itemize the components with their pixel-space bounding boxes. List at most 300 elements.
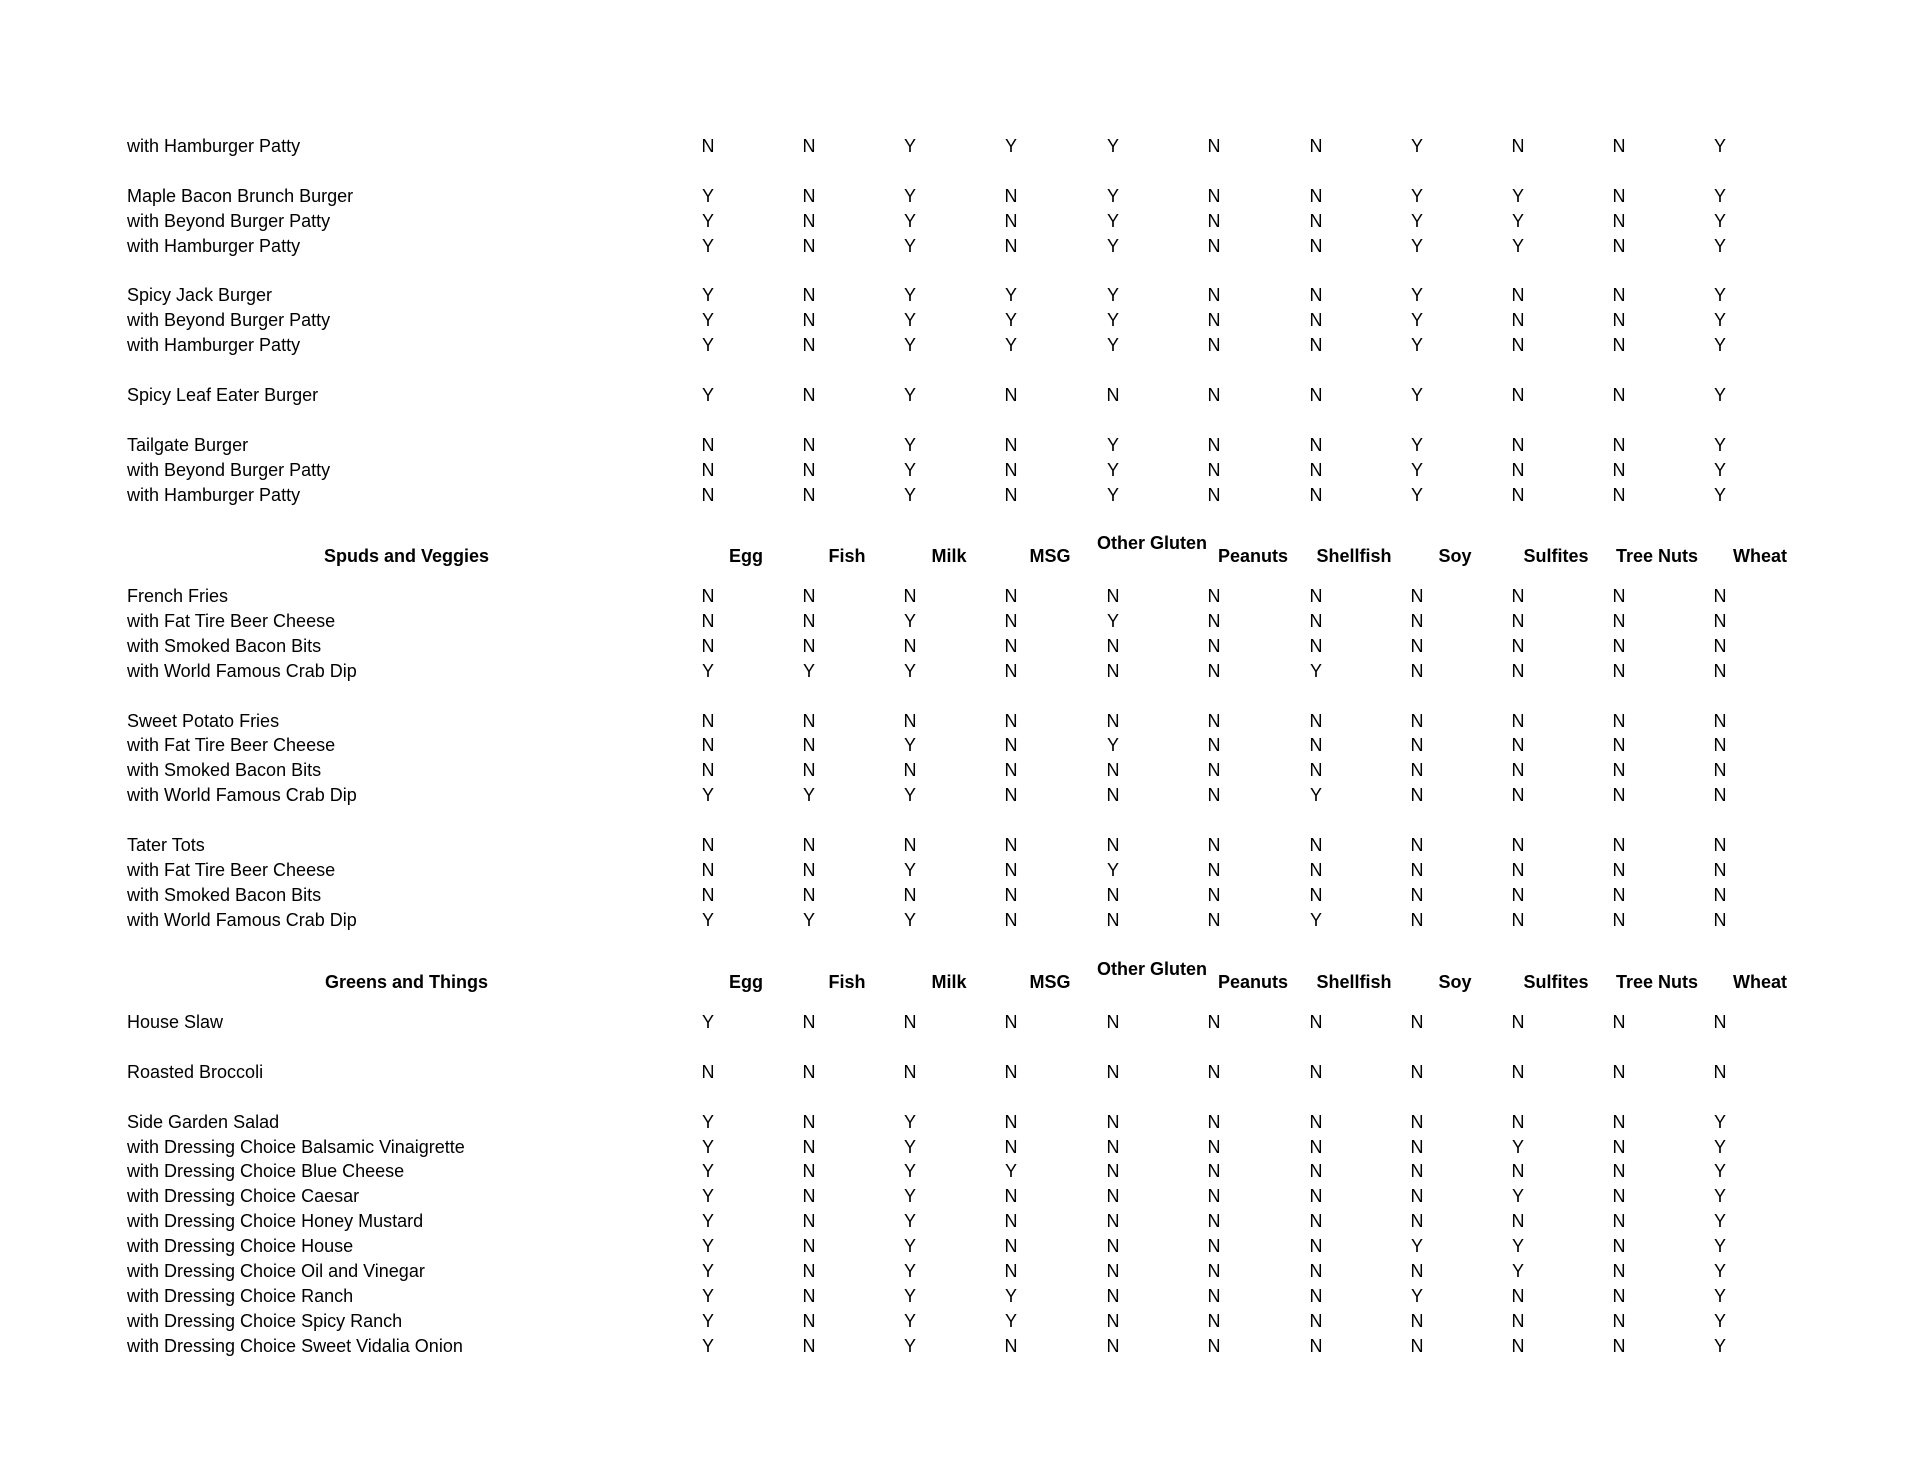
allergen-value: N <box>1511 1012 1525 1032</box>
allergen-value: N <box>1004 884 1018 905</box>
menu-item-name: with Dressing Choice Balsamic Vinaigrette <box>127 1136 465 1157</box>
allergen-value: N <box>1207 1111 1221 1132</box>
table-row <box>0 333 1920 357</box>
allergen-value: Y <box>1511 1186 1524 1207</box>
allergen-value: Y <box>903 1161 916 1182</box>
table-row <box>0 609 1920 633</box>
allergen-value: Y <box>701 1012 714 1032</box>
allergen-value: N <box>1309 385 1323 405</box>
table-row <box>0 383 1920 407</box>
allergen-value: N <box>802 484 816 505</box>
allergen-value: N <box>1511 285 1525 306</box>
allergen-value: N <box>802 285 816 306</box>
allergen-value: Y <box>701 1285 714 1306</box>
allergen-value: N <box>1004 760 1018 781</box>
allergen-value: N <box>1612 385 1626 405</box>
allergen-value: N <box>1612 1136 1626 1157</box>
allergen-value: N <box>1106 586 1120 606</box>
allergen-value: N <box>1612 735 1626 756</box>
allergen-value: Y <box>1004 335 1017 356</box>
allergen-value: N <box>1004 1236 1018 1257</box>
allergen-value: N <box>1511 335 1525 356</box>
allergen-value: Y <box>1410 136 1423 156</box>
allergen-value: Y <box>1410 459 1423 480</box>
allergen-value: Y <box>1713 1310 1726 1331</box>
allergen-value: N <box>802 185 816 206</box>
allergen-value: N <box>1612 760 1626 781</box>
allergen-value: Y <box>701 310 714 331</box>
allergen-value: N <box>701 859 715 880</box>
allergen-value: Y <box>1410 235 1423 256</box>
allergen-value: N <box>1207 1261 1221 1281</box>
allergen-value: N <box>802 1335 816 1356</box>
allergen-value: Y <box>1410 1236 1423 1257</box>
allergen-value: N <box>1612 710 1626 731</box>
allergen-value: N <box>1309 859 1323 880</box>
allergen-value: N <box>1106 884 1120 905</box>
allergen-value: N <box>1511 459 1525 480</box>
menu-item-name: Tater Tots <box>127 835 205 855</box>
allergen-value: N <box>1207 909 1221 930</box>
menu-item-name: with Dressing Choice Honey Mustard <box>127 1211 424 1232</box>
allergen-value: Y <box>1511 210 1524 231</box>
allergen-value: Y <box>903 210 916 231</box>
allergen-value: N <box>1106 1012 1120 1032</box>
allergen-value: Y <box>903 310 916 331</box>
allergen-value: N <box>1004 735 1018 756</box>
column-header: Soy <box>1438 972 1472 992</box>
allergen-value: N <box>1309 1012 1323 1032</box>
allergen-value: Y <box>1106 484 1119 505</box>
allergen-value: N <box>1004 434 1018 455</box>
allergen-value: N <box>1309 1285 1323 1306</box>
allergen-value: N <box>802 1211 816 1232</box>
allergen-value: Y <box>903 1211 916 1232</box>
menu-item-name: with Fat Tire Beer Cheese <box>127 859 336 880</box>
allergen-value: Y <box>903 1111 916 1132</box>
allergen-value: N <box>701 884 715 905</box>
allergen-value: Y <box>1106 136 1119 156</box>
allergen-value: Y <box>1511 1136 1524 1157</box>
menu-item-name: with Smoked Bacon Bits <box>127 884 322 905</box>
allergen-value: N <box>1309 235 1323 256</box>
allergen-value: Y <box>903 909 916 930</box>
allergen-value: Y <box>903 1335 916 1356</box>
table-row <box>0 1259 1920 1283</box>
allergen-value: Y <box>903 335 916 356</box>
allergen-value: Y <box>1410 185 1423 206</box>
column-header: Shellfish <box>1316 546 1392 566</box>
allergen-value: Y <box>1004 285 1017 306</box>
allergen-value: Y <box>1309 909 1322 930</box>
allergen-value: Y <box>1106 310 1119 331</box>
table-row <box>0 659 1920 683</box>
allergen-value: Y <box>1713 285 1726 306</box>
allergen-value: Y <box>802 660 815 681</box>
column-header: Wheat <box>1733 546 1787 566</box>
allergen-value: N <box>1612 185 1626 206</box>
allergen-value: N <box>1612 1261 1626 1281</box>
menu-item-name: with World Famous Crab Dip <box>127 909 357 930</box>
allergen-value: N <box>1713 909 1727 930</box>
allergen-value: N <box>1106 1261 1120 1281</box>
allergen-value: Y <box>802 785 815 806</box>
allergen-value: N <box>1410 1310 1424 1331</box>
allergen-value: Y <box>1713 385 1726 405</box>
menu-item-name: with Hamburger Patty <box>127 235 301 256</box>
allergen-value: Y <box>903 434 916 455</box>
table-row <box>0 584 1920 608</box>
table-row <box>0 1159 1920 1183</box>
allergen-value: N <box>1106 1211 1120 1232</box>
allergen-value: Y <box>903 484 916 505</box>
allergen-value: N <box>1309 310 1323 331</box>
allergen-value: N <box>1106 1285 1120 1306</box>
allergen-value: N <box>1207 1136 1221 1157</box>
allergen-value: N <box>1612 1310 1626 1331</box>
allergen-value: N <box>1106 1335 1120 1356</box>
table-row <box>0 458 1920 482</box>
allergen-value: N <box>1309 586 1323 606</box>
allergen-value: N <box>1207 484 1221 505</box>
allergen-value: N <box>1106 785 1120 806</box>
allergen-value: N <box>1004 1111 1018 1132</box>
allergen-value: Y <box>903 859 916 880</box>
table-row <box>0 1284 1920 1308</box>
allergen-value: N <box>802 210 816 231</box>
allergen-value: N <box>1511 1211 1525 1232</box>
allergen-value: N <box>1309 335 1323 356</box>
allergen-value: Y <box>1713 310 1726 331</box>
allergen-value: Y <box>1511 1261 1524 1281</box>
allergen-value: N <box>1612 835 1626 855</box>
allergen-value: N <box>903 586 917 606</box>
allergen-value: N <box>1410 785 1424 806</box>
allergen-value: Y <box>701 1236 714 1257</box>
menu-item-name: with Fat Tire Beer Cheese <box>127 610 336 631</box>
allergen-value: N <box>1004 909 1018 930</box>
allergen-value: N <box>1207 1211 1221 1232</box>
allergen-value: N <box>1612 785 1626 806</box>
allergen-value: N <box>1612 136 1626 156</box>
allergen-value: N <box>1612 635 1626 656</box>
allergen-value: Y <box>1004 1285 1017 1306</box>
allergen-value: Y <box>1106 235 1119 256</box>
menu-item-name: with Beyond Burger Patty <box>127 310 331 331</box>
allergen-value: Y <box>903 1186 916 1207</box>
allergen-value: N <box>1713 785 1727 806</box>
column-header: Tree Nuts <box>1615 546 1699 566</box>
allergen-value: N <box>1309 1161 1323 1182</box>
allergen-value: N <box>1511 586 1525 606</box>
allergen-value: N <box>1612 1211 1626 1232</box>
allergen-value: N <box>1106 909 1120 930</box>
allergen-value: N <box>701 835 715 855</box>
table-row <box>0 783 1920 807</box>
allergen-value: N <box>1410 735 1424 756</box>
allergen-value: N <box>1207 1161 1221 1182</box>
allergen-value: N <box>802 735 816 756</box>
allergen-value: N <box>1309 1136 1323 1157</box>
allergen-value: Y <box>903 610 916 631</box>
allergen-value: N <box>802 136 816 156</box>
menu-item-name: Side Garden Salad <box>127 1111 280 1132</box>
allergen-value: N <box>1004 385 1018 405</box>
allergen-value: N <box>1612 1236 1626 1257</box>
section-header <box>0 957 1920 1007</box>
allergen-value: N <box>1004 586 1018 606</box>
allergen-value: N <box>1106 1161 1120 1182</box>
allergen-value: Y <box>903 735 916 756</box>
allergen-value: N <box>1309 1236 1323 1257</box>
allergen-value: Y <box>701 210 714 231</box>
allergen-value: N <box>802 335 816 356</box>
allergen-value: N <box>701 136 715 156</box>
allergen-value: N <box>903 635 917 656</box>
allergen-value: N <box>701 710 715 731</box>
allergen-value: N <box>1612 235 1626 256</box>
allergen-value: N <box>1207 660 1221 681</box>
table-row <box>0 1334 1920 1358</box>
allergen-value: N <box>802 835 816 855</box>
allergen-value: N <box>802 586 816 606</box>
allergen-value: N <box>903 835 917 855</box>
section-title: Greens and Things <box>324 972 489 992</box>
allergen-value: Y <box>701 285 714 306</box>
menu-item-name: with Hamburger Patty <box>127 335 301 356</box>
table-row <box>0 234 1920 258</box>
allergen-value: Y <box>1410 1285 1423 1306</box>
allergen-value: Y <box>903 660 916 681</box>
menu-item-name: with World Famous Crab Dip <box>127 660 357 681</box>
allergen-value: N <box>1004 484 1018 505</box>
allergen-value: N <box>802 710 816 731</box>
section-header <box>0 531 1920 581</box>
allergen-value: N <box>1511 735 1525 756</box>
allergen-value: N <box>1511 660 1525 681</box>
allergen-value: N <box>802 859 816 880</box>
allergen-value: Y <box>1309 660 1322 681</box>
allergen-value: N <box>1004 635 1018 656</box>
allergen-value: N <box>1612 1285 1626 1306</box>
allergen-value: N <box>1612 660 1626 681</box>
allergen-value: N <box>1511 859 1525 880</box>
allergen-value: Y <box>701 235 714 256</box>
allergen-value: Y <box>1713 1335 1726 1356</box>
allergen-value: N <box>1511 310 1525 331</box>
table-row <box>0 209 1920 233</box>
menu-item-name: Spicy Leaf Eater Burger <box>127 385 319 405</box>
allergen-value: N <box>1207 1186 1221 1207</box>
allergen-value: Y <box>1106 210 1119 231</box>
allergen-value: N <box>1207 185 1221 206</box>
allergen-value: Y <box>1004 310 1017 331</box>
allergen-value: N <box>1207 710 1221 731</box>
allergen-value: Y <box>1410 210 1423 231</box>
menu-item-name: House Slaw <box>127 1012 224 1032</box>
column-header: Shellfish <box>1316 972 1392 992</box>
allergen-value: N <box>1309 1186 1323 1207</box>
allergen-value: Y <box>701 1186 714 1207</box>
table-row <box>0 709 1920 733</box>
allergen-value: N <box>1511 610 1525 631</box>
table-row <box>0 308 1920 332</box>
allergen-value: N <box>802 610 816 631</box>
menu-item-name: with Beyond Burger Patty <box>127 459 331 480</box>
table-row <box>0 1309 1920 1333</box>
allergen-value: Y <box>1511 185 1524 206</box>
allergen-value: N <box>1309 1310 1323 1331</box>
allergen-value: N <box>802 760 816 781</box>
allergen-value: N <box>1106 835 1120 855</box>
menu-item-name: with Hamburger Patty <box>127 484 301 505</box>
allergen-value: N <box>1511 1161 1525 1182</box>
allergen-value: N <box>1511 884 1525 905</box>
allergen-value: N <box>1207 434 1221 455</box>
allergen-value: N <box>1004 1061 1018 1082</box>
allergen-value: N <box>1410 1061 1424 1082</box>
table-row <box>0 483 1920 507</box>
column-header: Sulfites <box>1523 546 1589 566</box>
allergen-value: N <box>1713 1061 1727 1082</box>
allergen-value: N <box>701 459 715 480</box>
allergen-value: Y <box>1713 1111 1726 1132</box>
allergen-value: Y <box>1713 459 1726 480</box>
allergen-value: Y <box>1713 484 1726 505</box>
menu-item-name: Sweet Potato Fries <box>127 710 280 731</box>
allergen-value: N <box>1106 760 1120 781</box>
allergen-value: N <box>1612 1012 1626 1032</box>
allergen-value: N <box>1207 785 1221 806</box>
allergen-value: N <box>802 434 816 455</box>
allergen-value: N <box>1713 1012 1727 1032</box>
column-header: MSG <box>1029 546 1071 566</box>
allergen-value: Y <box>1106 434 1119 455</box>
allergen-value: N <box>1713 586 1727 606</box>
allergen-value: Y <box>903 185 916 206</box>
column-header: MSG <box>1029 972 1071 992</box>
allergen-value: Y <box>1511 1236 1524 1257</box>
table-row <box>0 634 1920 658</box>
allergen-value: Y <box>701 1310 714 1331</box>
allergen-value: Y <box>903 136 916 156</box>
column-header: Other Gluten <box>1097 959 1208 979</box>
allergen-value: N <box>1612 1186 1626 1207</box>
allergen-value: N <box>1004 1261 1018 1281</box>
allergen-value: N <box>1207 610 1221 631</box>
allergen-value: Y <box>1713 210 1726 231</box>
allergen-value: N <box>1106 1061 1120 1082</box>
column-header: Fish <box>828 546 866 566</box>
allergen-value: Y <box>1410 285 1423 306</box>
allergen-value: N <box>1612 285 1626 306</box>
allergen-value: Y <box>903 459 916 480</box>
allergen-value: N <box>1207 459 1221 480</box>
menu-item-name: Roasted Broccoli <box>127 1061 264 1082</box>
allergen-value: N <box>1612 586 1626 606</box>
allergen-value: N <box>1713 635 1727 656</box>
allergen-value: N <box>1004 785 1018 806</box>
allergen-value: N <box>802 1061 816 1082</box>
allergen-value: N <box>1612 884 1626 905</box>
allergen-value: N <box>1207 235 1221 256</box>
menu-item-name: with Fat Tire Beer Cheese <box>127 735 336 756</box>
allergen-value: Y <box>1713 235 1726 256</box>
table-row <box>0 1010 1920 1034</box>
allergen-value: N <box>1207 285 1221 306</box>
allergen-value: N <box>1004 459 1018 480</box>
allergen-value: N <box>1410 1211 1424 1232</box>
allergen-value: N <box>1713 859 1727 880</box>
allergen-value: N <box>903 1061 917 1082</box>
allergen-value: Y <box>1106 335 1119 356</box>
allergen-value: N <box>1612 459 1626 480</box>
allergen-value: N <box>1309 735 1323 756</box>
allergen-value: N <box>1004 610 1018 631</box>
allergen-value: N <box>1511 434 1525 455</box>
allergen-value: N <box>1612 610 1626 631</box>
allergen-value: N <box>1309 484 1323 505</box>
allergen-value: N <box>1612 434 1626 455</box>
allergen-value: N <box>1309 1211 1323 1232</box>
allergen-value: N <box>903 1012 917 1032</box>
column-header: Peanuts <box>1217 546 1289 566</box>
allergen-value: Y <box>701 385 714 405</box>
allergen-value: N <box>1612 1061 1626 1082</box>
allergen-value: N <box>1612 1111 1626 1132</box>
allergen-value: N <box>1511 710 1525 731</box>
section-title: Spuds and Veggies <box>323 546 490 566</box>
allergen-value: N <box>1309 1111 1323 1132</box>
allergen-value: N <box>1004 859 1018 880</box>
allergen-value: Y <box>1410 385 1423 405</box>
allergen-value: N <box>802 1136 816 1157</box>
allergen-value: N <box>1410 859 1424 880</box>
allergen-value: N <box>1713 660 1727 681</box>
allergen-value: N <box>1309 1061 1323 1082</box>
table-row <box>0 833 1920 857</box>
column-header: Milk <box>931 972 967 992</box>
allergen-value: N <box>1410 1261 1424 1281</box>
allergen-value: N <box>1207 884 1221 905</box>
menu-item-name: with Hamburger Patty <box>127 136 301 156</box>
allergen-value: N <box>1612 335 1626 356</box>
allergen-value: N <box>1207 735 1221 756</box>
allergen-value: N <box>1207 760 1221 781</box>
column-header: Soy <box>1438 546 1472 566</box>
allergen-value: N <box>1004 210 1018 231</box>
menu-item-name: with Dressing Choice House <box>127 1236 354 1257</box>
allergen-value: Y <box>701 785 714 806</box>
allergen-value: N <box>1207 635 1221 656</box>
table-row <box>0 908 1920 932</box>
allergen-value: N <box>1612 1335 1626 1356</box>
allergen-value: N <box>903 710 917 731</box>
allergen-value: N <box>1309 136 1323 156</box>
column-header: Fish <box>828 972 866 992</box>
allergen-value: Y <box>1410 484 1423 505</box>
allergen-value: N <box>1511 484 1525 505</box>
allergen-value: N <box>1106 1136 1120 1157</box>
allergen-value: N <box>1713 735 1727 756</box>
allergen-value: N <box>1004 1136 1018 1157</box>
allergen-value: N <box>1410 635 1424 656</box>
menu-item-name: with Smoked Bacon Bits <box>127 760 322 781</box>
allergen-value: Y <box>903 1285 916 1306</box>
allergen-value: N <box>1207 1012 1221 1032</box>
allergen-value: N <box>701 586 715 606</box>
allergen-value: Y <box>903 1136 916 1157</box>
